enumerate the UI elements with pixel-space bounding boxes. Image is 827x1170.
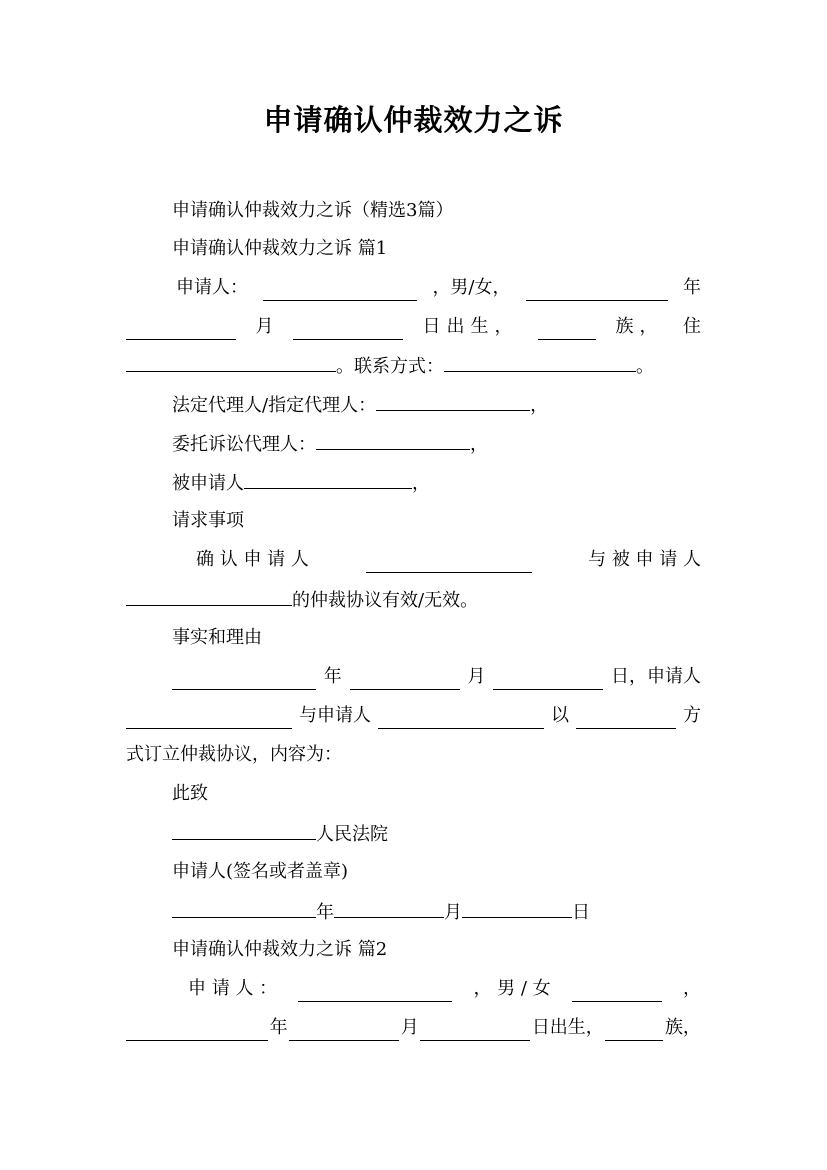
facts-date-line bbox=[172, 664, 701, 690]
respondent-label: 被申请人 bbox=[172, 473, 244, 494]
fact-day-blank bbox=[493, 670, 603, 690]
agreement-line: 式订立仲裁协议，内容为： bbox=[126, 744, 342, 765]
p2-month-text: 月 bbox=[400, 1017, 419, 1038]
court-text: 人民法院 bbox=[316, 824, 388, 845]
confirm-line-2 bbox=[126, 586, 478, 612]
sig-month-blank bbox=[334, 898, 444, 918]
sig-year-blank bbox=[172, 898, 316, 918]
fact-second-party-blank bbox=[378, 709, 544, 729]
ethnic-text: 族， bbox=[615, 316, 664, 337]
birth-day-blank bbox=[293, 320, 403, 340]
contact-blank bbox=[444, 352, 636, 372]
with-applicant-text: 与申请人 bbox=[299, 705, 371, 726]
signature-date-line bbox=[172, 898, 590, 924]
document-title: 申请确认仲裁效力之诉 bbox=[263, 103, 564, 137]
fact-method-blank bbox=[576, 709, 676, 729]
agent-line bbox=[172, 430, 488, 456]
applicant-name-blank bbox=[263, 281, 417, 301]
comma-text: ， bbox=[470, 434, 488, 455]
sig-day-blank bbox=[462, 898, 572, 918]
section-heading-2: 申请确认仲裁效力之诉 篇2 bbox=[172, 939, 388, 960]
respondent-blank bbox=[244, 469, 412, 489]
period-text: 。 bbox=[636, 356, 654, 377]
legal-rep-label: 法定代理人/指定代理人： bbox=[172, 395, 377, 416]
sig-year-text: 年 bbox=[316, 902, 334, 923]
fact-year-blank bbox=[172, 670, 316, 690]
facts-heading: 事实和理由 bbox=[172, 627, 262, 648]
p2-applicant-label: 申 请 人 ： bbox=[188, 978, 278, 999]
signature-line: 申请人(签名或者盖章) bbox=[172, 861, 349, 882]
applicant-label: 申请人： bbox=[176, 277, 248, 298]
fact-month-blank bbox=[350, 670, 460, 690]
birth-month-blank bbox=[126, 320, 236, 340]
born-text: 日出生， bbox=[422, 316, 519, 337]
p2-ethnic-text: 族， bbox=[664, 1017, 701, 1038]
section-heading-1: 申请确认仲裁效力之诉 篇1 bbox=[172, 238, 388, 259]
subtitle: 申请确认仲裁效力之诉（精选3篇） bbox=[172, 200, 454, 221]
p2-birth-line bbox=[126, 1015, 701, 1041]
p2-year-blank bbox=[126, 1021, 268, 1041]
p2-born-text: 日出生， bbox=[531, 1017, 604, 1038]
court-blank bbox=[172, 820, 316, 840]
live-text: 住 bbox=[683, 316, 701, 337]
fact-year-text: 年 bbox=[323, 666, 342, 687]
address-blank bbox=[126, 352, 336, 372]
p2-month-blank bbox=[289, 1021, 399, 1041]
p2-applicant-line bbox=[126, 976, 701, 1002]
agent-blank bbox=[316, 430, 470, 450]
confirm-line bbox=[126, 547, 701, 573]
p2-year-text: 年 bbox=[269, 1017, 288, 1038]
p2-gender-text: ， 男 / 女 bbox=[473, 978, 551, 999]
court-line bbox=[172, 820, 388, 846]
p2-comma-text: ， bbox=[682, 978, 701, 999]
applicant-line bbox=[126, 275, 701, 301]
fang-text: 方 bbox=[683, 705, 701, 726]
confirm-end-text: 的仲裁协议有效/无效。 bbox=[292, 590, 479, 611]
p2-day-blank bbox=[420, 1021, 530, 1041]
p2-ethnic-blank bbox=[605, 1021, 663, 1041]
address-line bbox=[126, 352, 654, 378]
sig-day-text: 日 bbox=[572, 902, 590, 923]
facts-parties-line bbox=[126, 703, 701, 729]
legal-representative-line bbox=[172, 391, 548, 417]
comma-text: ， bbox=[530, 395, 549, 416]
claims-heading: 请求事项 bbox=[172, 510, 244, 531]
comma-text: ， bbox=[412, 473, 430, 494]
confirm-applicant-blank bbox=[366, 553, 532, 573]
legal-rep-blank bbox=[376, 391, 530, 411]
fact-applicant-blank bbox=[126, 709, 292, 729]
contact-label: 。联系方式： bbox=[336, 356, 444, 377]
agent-label: 委托诉讼代理人： bbox=[172, 434, 316, 455]
ethnic-blank bbox=[538, 320, 596, 340]
by-text: 以 bbox=[551, 705, 569, 726]
sig-month-text: 月 bbox=[444, 902, 462, 923]
confirm-mid-text: 与 被 申 请 人 bbox=[588, 549, 701, 570]
cizhi-text: 此致 bbox=[172, 783, 208, 804]
year-text: 年 bbox=[682, 277, 701, 298]
gender-text: ，男/女， bbox=[432, 277, 511, 298]
month-text: 月 bbox=[255, 316, 274, 337]
fact-day-applicant-text: 日，申请人 bbox=[610, 666, 701, 687]
birth-line bbox=[126, 314, 701, 340]
respondent-line bbox=[172, 469, 430, 495]
p2-applicant-name-blank bbox=[298, 982, 452, 1002]
confirm-respondent-blank bbox=[126, 586, 292, 606]
confirm-start-text: 确 认 申 请 人 bbox=[196, 549, 309, 570]
p2-gender-blank bbox=[572, 982, 662, 1002]
birth-year-blank bbox=[526, 281, 668, 301]
fact-month-text: 月 bbox=[467, 666, 486, 687]
